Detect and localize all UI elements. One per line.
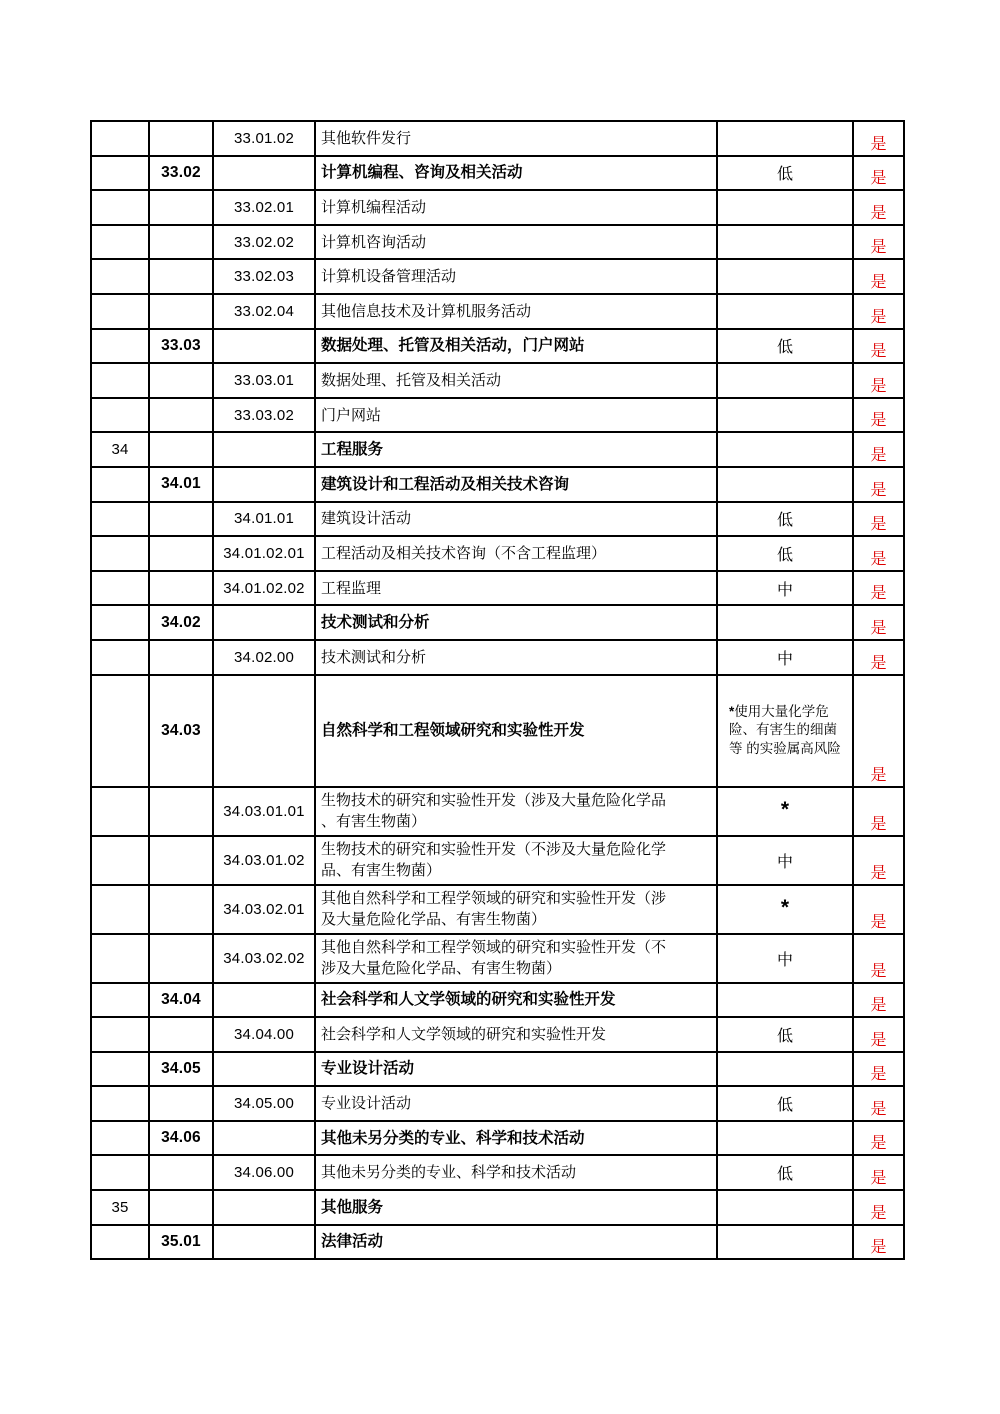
activity-description-cell: 其他自然科学和工程学领域的研究和实验性开发（不涉及大量危险化学品、有害生物菌） xyxy=(315,934,717,983)
item-code-cell xyxy=(213,329,315,364)
group-code-cell: 34.06 xyxy=(149,1121,213,1156)
activity-description-cell: 其他未另分类的专业、科学和技术活动 xyxy=(315,1155,717,1190)
activity-description-cell: 建筑设计活动 xyxy=(315,502,717,537)
risk-level-cell xyxy=(717,675,853,787)
item-code-cell xyxy=(213,605,315,640)
risk-level-cell: 低 xyxy=(717,1017,853,1052)
group-code-cell xyxy=(149,259,213,294)
section-code-cell xyxy=(91,1017,149,1052)
included-flag-cell: 是 xyxy=(853,121,904,156)
included-flag-cell: 是 xyxy=(853,190,904,225)
included-flag-cell: 是 xyxy=(853,640,904,675)
activity-description-cell: 技术测试和分析 xyxy=(315,640,717,675)
item-code-cell: 34.03.01.01 xyxy=(213,787,315,836)
included-flag-cell: 是 xyxy=(853,787,904,836)
section-code-cell xyxy=(91,1155,149,1190)
included-flag-cell: 是 xyxy=(853,1121,904,1156)
item-code-cell xyxy=(213,432,315,467)
risk-level-cell xyxy=(717,398,853,433)
activity-description-cell: 门户网站 xyxy=(315,398,717,433)
group-code-cell: 34.01 xyxy=(149,467,213,502)
item-code-cell: 33.02.01 xyxy=(213,190,315,225)
group-code-cell xyxy=(149,1190,213,1225)
risk-level-cell: 低 xyxy=(717,502,853,537)
item-code-cell xyxy=(213,675,315,787)
item-code-cell xyxy=(213,1190,315,1225)
table-row xyxy=(91,363,904,398)
activity-description-cell: 生物技术的研究和实验性开发（涉及大量危险化学品、有害生物菌） xyxy=(315,787,717,836)
activity-description-cell: 工程服务 xyxy=(315,432,717,467)
group-code-cell xyxy=(149,398,213,433)
group-code-cell: 33.03 xyxy=(149,329,213,364)
risk-level-cell: 低 xyxy=(717,1155,853,1190)
section-code-cell xyxy=(91,363,149,398)
risk-level-cell xyxy=(717,294,853,329)
group-code-cell xyxy=(149,885,213,934)
table-row xyxy=(91,1155,904,1190)
table-row xyxy=(91,225,904,260)
risk-level-cell xyxy=(717,190,853,225)
section-code-cell xyxy=(91,329,149,364)
table-row xyxy=(91,467,904,502)
section-code-cell: 34 xyxy=(91,432,149,467)
section-code-cell xyxy=(91,605,149,640)
group-code-cell xyxy=(149,536,213,571)
risk-asterisk-mark: * xyxy=(780,895,790,919)
risk-asterisk-mark: * xyxy=(780,797,790,821)
table-row xyxy=(91,1017,904,1052)
included-flag-cell: 是 xyxy=(853,836,904,885)
table-row xyxy=(91,571,904,606)
item-code-cell: 34.06.00 xyxy=(213,1155,315,1190)
section-code-cell xyxy=(91,571,149,606)
table-row xyxy=(91,536,904,571)
activity-description-cell: 其他服务 xyxy=(315,1190,717,1225)
table-row xyxy=(91,1225,904,1260)
group-code-cell: 35.01 xyxy=(149,1225,213,1260)
section-code-cell xyxy=(91,156,149,191)
group-code-cell xyxy=(149,571,213,606)
item-code-cell: 33.03.02 xyxy=(213,398,315,433)
table-row xyxy=(91,190,904,225)
item-code-cell xyxy=(213,1225,315,1260)
section-code-cell xyxy=(91,934,149,983)
item-code-cell xyxy=(213,983,315,1018)
risk-level-cell xyxy=(717,1225,853,1260)
table-row xyxy=(91,259,904,294)
risk-level-cell: 低 xyxy=(717,329,853,364)
item-code-cell: 34.01.01 xyxy=(213,502,315,537)
section-code-cell xyxy=(91,502,149,537)
table-row xyxy=(91,329,904,364)
included-flag-cell: 是 xyxy=(853,536,904,571)
risk-level-cell xyxy=(717,605,853,640)
risk-note-text: 使用大量化学危险、有害生的细菌等 的实验属高风险 xyxy=(729,703,841,756)
activity-description-cell: 其他未另分类的专业、科学和技术活动 xyxy=(315,1121,717,1156)
table-row xyxy=(91,983,904,1018)
section-code-cell xyxy=(91,836,149,885)
section-code-cell xyxy=(91,467,149,502)
risk-level-cell xyxy=(717,121,853,156)
included-flag-cell: 是 xyxy=(853,329,904,364)
section-code-cell xyxy=(91,259,149,294)
section-code-cell xyxy=(91,787,149,836)
risk-level-cell xyxy=(717,787,853,836)
activity-description-cell: 计算机咨询活动 xyxy=(315,225,717,260)
section-code-cell xyxy=(91,190,149,225)
table-row xyxy=(91,294,904,329)
risk-note-asterisk: * xyxy=(729,703,735,719)
risk-level-cell: 中 xyxy=(717,571,853,606)
table-row xyxy=(91,1086,904,1121)
section-code-cell xyxy=(91,398,149,433)
item-code-cell: 34.04.00 xyxy=(213,1017,315,1052)
group-code-cell xyxy=(149,225,213,260)
table-row xyxy=(91,1121,904,1156)
activity-description-cell: 工程监理 xyxy=(315,571,717,606)
table-row xyxy=(91,1190,904,1225)
included-flag-cell: 是 xyxy=(853,885,904,934)
activity-description-cell: 计算机编程、咨询及相关活动 xyxy=(315,156,717,191)
included-flag-cell: 是 xyxy=(853,1190,904,1225)
group-code-cell: 34.03 xyxy=(149,675,213,787)
section-code-cell xyxy=(91,225,149,260)
group-code-cell xyxy=(149,836,213,885)
table-row xyxy=(91,836,904,885)
group-code-cell xyxy=(149,294,213,329)
group-code-cell: 34.04 xyxy=(149,983,213,1018)
item-code-cell: 34.01.02.02 xyxy=(213,571,315,606)
included-flag-cell: 是 xyxy=(853,675,904,787)
section-code-cell: 35 xyxy=(91,1190,149,1225)
section-code-cell xyxy=(91,1225,149,1260)
item-code-cell: 33.02.03 xyxy=(213,259,315,294)
included-flag-cell: 是 xyxy=(853,294,904,329)
activity-description-cell: 计算机设备管理活动 xyxy=(315,259,717,294)
section-code-cell xyxy=(91,121,149,156)
included-flag-cell: 是 xyxy=(853,605,904,640)
table-row xyxy=(91,605,904,640)
item-code-cell xyxy=(213,1052,315,1087)
group-code-cell xyxy=(149,1017,213,1052)
included-flag-cell: 是 xyxy=(853,1225,904,1260)
group-code-cell: 33.02 xyxy=(149,156,213,191)
section-code-cell xyxy=(91,1052,149,1087)
activity-description-cell: 其他信息技术及计算机服务活动 xyxy=(315,294,717,329)
activity-description-cell: 生物技术的研究和实验性开发（不涉及大量危险化学品、有害生物菌） xyxy=(315,836,717,885)
table-row xyxy=(91,640,904,675)
item-code-cell: 33.01.02 xyxy=(213,121,315,156)
group-code-cell xyxy=(149,363,213,398)
included-flag-cell: 是 xyxy=(853,571,904,606)
activity-description-cell: 数据处理、托管及相关活动，门户网站 xyxy=(315,329,717,364)
risk-level-cell xyxy=(717,1190,853,1225)
section-code-cell xyxy=(91,1086,149,1121)
activity-description-cell: 自然科学和工程领域研究和实验性开发 xyxy=(315,675,717,787)
risk-level-cell xyxy=(717,432,853,467)
table-row xyxy=(91,398,904,433)
group-code-cell xyxy=(149,1155,213,1190)
included-flag-cell: 是 xyxy=(853,502,904,537)
table-row xyxy=(91,156,904,191)
group-code-cell: 34.05 xyxy=(149,1052,213,1087)
activity-description-cell: 工程活动及相关技术咨询（不含工程监理） xyxy=(315,536,717,571)
group-code-cell xyxy=(149,787,213,836)
included-flag-cell: 是 xyxy=(853,259,904,294)
included-flag-cell: 是 xyxy=(853,156,904,191)
group-code-cell xyxy=(149,934,213,983)
item-code-cell: 34.03.02.01 xyxy=(213,885,315,934)
item-code-cell: 34.02.00 xyxy=(213,640,315,675)
risk-level-cell xyxy=(717,1052,853,1087)
section-code-cell xyxy=(91,294,149,329)
risk-level-cell: 中 xyxy=(717,934,853,983)
included-flag-cell: 是 xyxy=(853,363,904,398)
table-row xyxy=(91,885,904,934)
section-code-cell xyxy=(91,675,149,787)
activity-description-cell: 专业设计活动 xyxy=(315,1086,717,1121)
included-flag-cell: 是 xyxy=(853,1155,904,1190)
activity-description-cell: 专业设计活动 xyxy=(315,1052,717,1087)
activity-description-cell: 法律活动 xyxy=(315,1225,717,1260)
table-row xyxy=(91,934,904,983)
included-flag-cell: 是 xyxy=(853,398,904,433)
activity-description-cell: 技术测试和分析 xyxy=(315,605,717,640)
risk-level-cell: 中 xyxy=(717,640,853,675)
included-flag-cell: 是 xyxy=(853,1086,904,1121)
item-code-cell: 34.05.00 xyxy=(213,1086,315,1121)
risk-level-cell: 低 xyxy=(717,1086,853,1121)
included-flag-cell: 是 xyxy=(853,934,904,983)
activity-description-cell: 其他自然科学和工程学领域的研究和实验性开发（涉及大量危险化学品、有害生物菌） xyxy=(315,885,717,934)
risk-level-cell xyxy=(717,225,853,260)
item-code-cell: 33.03.01 xyxy=(213,363,315,398)
group-code-cell xyxy=(149,640,213,675)
risk-level-cell xyxy=(717,259,853,294)
section-code-cell xyxy=(91,536,149,571)
activity-description-cell: 计算机编程活动 xyxy=(315,190,717,225)
included-flag-cell: 是 xyxy=(853,983,904,1018)
item-code-cell xyxy=(213,156,315,191)
risk-level-cell xyxy=(717,1121,853,1156)
risk-level-cell: 中 xyxy=(717,836,853,885)
risk-level-cell xyxy=(717,363,853,398)
item-code-cell: 33.02.04 xyxy=(213,294,315,329)
classification-table-body xyxy=(91,121,904,1259)
group-code-cell xyxy=(149,432,213,467)
item-code-cell: 34.01.02.01 xyxy=(213,536,315,571)
section-code-cell xyxy=(91,640,149,675)
item-code-cell xyxy=(213,1121,315,1156)
item-code-cell: 34.03.01.02 xyxy=(213,836,315,885)
activity-description-cell: 社会科学和人文学领域的研究和实验性开发 xyxy=(315,1017,717,1052)
section-code-cell xyxy=(91,1121,149,1156)
table-row xyxy=(91,432,904,467)
included-flag-cell: 是 xyxy=(853,225,904,260)
activity-description-cell: 社会科学和人文学领域的研究和实验性开发 xyxy=(315,983,717,1018)
group-code-cell: 34.02 xyxy=(149,605,213,640)
group-code-cell xyxy=(149,190,213,225)
classification-table xyxy=(90,120,905,1260)
risk-level-cell xyxy=(717,983,853,1018)
group-code-cell xyxy=(149,121,213,156)
included-flag-cell: 是 xyxy=(853,1052,904,1087)
included-flag-cell: 是 xyxy=(853,432,904,467)
item-code-cell xyxy=(213,467,315,502)
table-row xyxy=(91,121,904,156)
group-code-cell xyxy=(149,502,213,537)
table-row xyxy=(91,675,904,787)
section-code-cell xyxy=(91,885,149,934)
activity-description-cell: 数据处理、托管及相关活动 xyxy=(315,363,717,398)
group-code-cell xyxy=(149,1086,213,1121)
activity-description-cell: 其他软件发行 xyxy=(315,121,717,156)
risk-level-cell xyxy=(717,467,853,502)
table-row xyxy=(91,1052,904,1087)
section-code-cell xyxy=(91,983,149,1018)
included-flag-cell: 是 xyxy=(853,467,904,502)
activity-description-cell: 建筑设计和工程活动及相关技术咨询 xyxy=(315,467,717,502)
risk-level-cell: 低 xyxy=(717,536,853,571)
table-row xyxy=(91,787,904,836)
risk-level-cell xyxy=(717,885,853,934)
table-row xyxy=(91,502,904,537)
included-flag-cell: 是 xyxy=(853,1017,904,1052)
risk-level-cell: 低 xyxy=(717,156,853,191)
item-code-cell: 33.02.02 xyxy=(213,225,315,260)
item-code-cell: 34.03.02.02 xyxy=(213,934,315,983)
